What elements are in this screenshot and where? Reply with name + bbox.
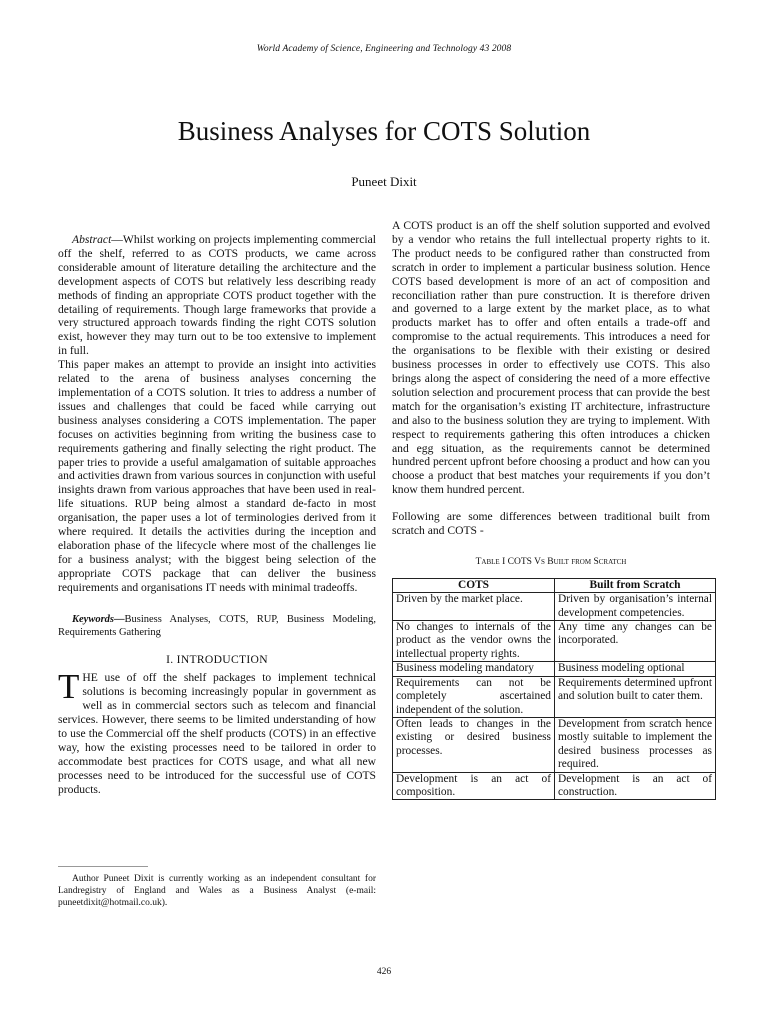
table-header-scratch: Built from Scratch (555, 578, 716, 592)
keywords-label: Keywords (72, 613, 114, 625)
table-cell: No changes to internals of the product as the vendor owns the intellectual property rights. (393, 621, 555, 662)
table-header-cots: COTS (393, 578, 555, 592)
right-paragraph-2: Following are some differences between traditional built from scratch and COTS - (392, 510, 710, 538)
section-title-rest: NTRODUCTION (180, 652, 268, 666)
introduction-paragraph (58, 671, 376, 796)
table-cell: Business modeling optional (555, 662, 716, 676)
author-footnote: Author Puneet Dixit is currently working as an independent consultant for Landregistry of England and Wales as a Business Analyst (e-mail: puneetdixit@hotmail.co.uk). (58, 874, 376, 908)
author-name: Puneet Dixit (351, 174, 417, 189)
section-heading-introduction (58, 653, 376, 667)
table-row (393, 772, 716, 800)
table-cell: Driven by the market place. (393, 593, 555, 621)
right-column (392, 219, 710, 800)
abstract-label: Abstract (72, 233, 112, 246)
comparison-table (392, 578, 716, 801)
abstract-dash: — (111, 233, 123, 246)
page-number: 426 (376, 967, 392, 977)
table-cell: Development from scratch hence mostly suitable to implement the desired business processes as required. (555, 717, 716, 772)
table-cell: Development is an act of composition. (393, 772, 555, 800)
table-cell: Requirements determined upfront and solution built to cater them. (555, 676, 716, 717)
paper-title: Business Analyses for COTS Solution (177, 116, 591, 146)
table-row (393, 676, 716, 717)
left-column (58, 233, 376, 797)
abstract-paragraph-2: This paper makes an attempt to provide an insight into activities related to the arena of business analyses concerning the implementation of a COTS solution. It tries to address a number of issues and challenges that could be faced while carrying out business analyses considering a COTS implementation. The paper focuses on activities beginning from writing the business case to requirements gathering and finally selecting the right product. The paper tries to provide a useful amalgamation of suitable approaches and activities drawn from various sources in conjunction with useful insights drawn from various approaches that have been used in real-life situations. RUP being almost a standard de-facto in most organisation, the paper uses a lot of terminologies derived from it where required. It details the activities during the inception and elaboration phase of the lifecycle where most of the challenges lie for a business analyst; with the biggest being selection of the appropriate COTS package that can deliver the business requirements and organisations IT needs with minimal tradeoffs. (58, 358, 376, 594)
table-row (393, 717, 716, 772)
journal-header: World Academy of Science, Engineering and Technology 43 2008 (256, 44, 512, 54)
keywords-dash: — (114, 613, 125, 625)
abstract-paragraph (58, 233, 376, 358)
table-row (393, 621, 716, 662)
table-caption: Table I COTS Vs Built from Scratch (475, 556, 627, 567)
drop-cap: T (58, 671, 80, 707)
section-numeral: I. (166, 652, 174, 666)
keywords-paragraph (58, 613, 376, 639)
section-title-first: I (176, 652, 181, 666)
table-cell: Business modeling mandatory (393, 662, 555, 676)
keywords-text: Business Analyses, COTS, RUP, Business Modeling, Requirements Gathering (58, 613, 376, 638)
table-header-row (393, 578, 716, 592)
abstract-text: Whilst working on projects implementing commercial off the shelf, referred to as COTS products, we came across considerable amount of literature detailing the architecture and the development aspects of COTS but relatively less describing ready methods of finding an appropriate COTS product together with the detailing of requirements. Though large frameworks that provide a very structured approach towards finding the right COTS solution exist, however they may turn out to be too extensive to implement in full. (58, 233, 376, 358)
table-cell: Any time any changes can be incorporated. (555, 621, 716, 662)
table-row (393, 662, 716, 676)
table-cell: Often leads to changes in the existing or desired business processes. (393, 717, 555, 772)
table-cell: Requirements can not be completely ascertained independent of the solution. (393, 676, 555, 717)
introduction-text: HE use of off the shelf packages to implement technical solutions is becoming increasingly popular in government as well as in commercial sectors such as telecom and financial services. However, there seems to be limited understanding of how to use the Commercial off the shelf products (COTS) in an effective way, how the existing processes need to be tailored in order to accommodate best practices for COTS usage, and what all new processes need to be introduced for the successful use of COTS products. (58, 671, 376, 796)
table-row (393, 593, 716, 621)
table-cell: Driven by organisation’s internal development competencies. (555, 593, 716, 621)
table-cell: Development is an act of construction. (555, 772, 716, 800)
right-paragraph-1: A COTS product is an off the shelf solution supported and evolved by a vendor who retains the full intellectual property rights to it. The product needs to be configured rather than constructed from scratch in order to implement a particular business solution. Hence COTS based development is more of an act of composition and reconciliation rather than pure construction. It is therefore driven and governed to a large extent by the market place, as to what products market has to offer and often entails a trade-off and compromise to the actual requirements. This introduces a need for the organisations to be flexible with their existing or desired business processes in order to effectively use COTS. This also brings along the aspect of considering the need of a more effective solution selection and procurement process that can provide the best match for the organisation’s existing IT architecture, infrastructure and also to the business solution they are trying to implement. With respect to requirements gathering this often introduces a chicken and egg situation, as the requirements cannot be determined hundred percent upfront before choosing a product and how can you choose a product that best matches your requirements if you don’t know them hundred percent. (392, 219, 710, 497)
footnote-rule (58, 866, 148, 867)
